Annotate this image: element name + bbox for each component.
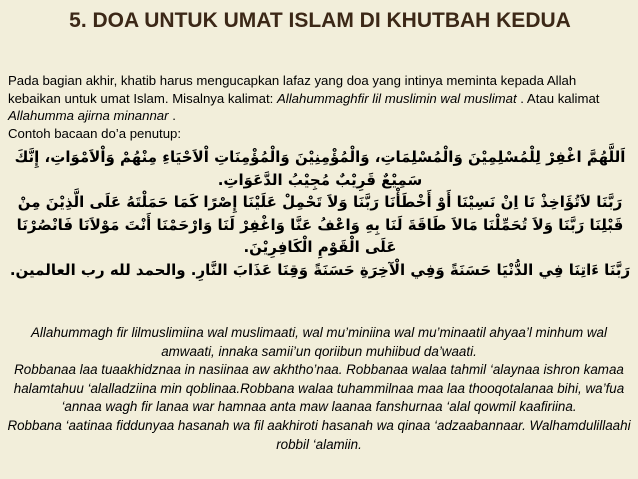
intro-example-line: Contoh bacaan do’a penutup: — [8, 125, 182, 141]
intro-paragraph — [8, 72, 632, 125]
slide-title: 5. DOA UNTUK UMAT ISLAM DI KHUTBAH KEDUA — [69, 9, 571, 32]
intro-text-3: . — [168, 108, 176, 123]
intro-text-1: Pada bagian akhir, khatib harus mengucapkan lafaz yang doa yang intinya meminta kepada Allah kebaikan untuk umat Islam. Misalnya kalimat: — [8, 73, 577, 106]
latin-paragraph-2: Robbanaa laa tuaakhidznaa in nasiinaa aw akhtho’naa. Robbanaa walaa tahmil ‘alaynaa ishron kamaa halamtahuu ‘alalladziina min qoblinaa.Robbana walaa tuhammilnaa maa laa thooqotalanaa bihi, wa’fua ‘annaa wagh fir lanaa war hamnaa anta maw laanaa fanshurnaa ‘alal qowmil kaafiriina. — [13, 362, 625, 415]
latin-paragraph-1: Allahummagh fir lilmuslimiina wal muslimaati, wal mu’miniina wal mu’minaatil ahyaa’l minhum wal amwaati, innaka samii’un qoriibun muhiibud da’waati. — [31, 325, 607, 359]
latin-paragraph-3: Robbana ‘aatinaa fiddunyaa hasanah wa fil aakhiroti hasanah wa qinaa ‘adzaabannaar. Walhamdulillaahi robbil ‘alamiin. — [7, 417, 631, 452]
arabic-paragraph-1: اَللَّهُمَّ اغْفِرْ لِلْمُسْلِمِيْنَ وَالْمُسْلِمَاتِ، وَالْمُؤْمِنِيْنَ وَالْمُؤْمِنَاتِ اْلاَحْيَاءِ مِنْهُمْ وَاْلاَمْوَاتِ، إِنَّكَ سَمِيْعٌ قَرِيْبٌ مُجِيْبُ الدَّعَوَاتِ. — [14, 148, 626, 189]
arabic-prayer — [8, 146, 632, 281]
intro-text — [8, 72, 632, 142]
arabic-paragraph-2: رَبَّنَا لاَتُؤَاخِذْ نَا اِنْ نَسِيْنَا أَوْ أَخْطَأْنَا رَبَّنَا وَلاَ تَحْمِلْ عَلَيْنَا إِصْرًا كَمَا حَمَلْتَهُ عَلَى الَّذِيْنَ مِنْ قَبْلِنَا رَبَّنَا وَلاَ تُحَمِّلْنَا مَالاَ طَاقَةَ لَنَا بِهِ وَاعْفُ عَنَّا وَاغْفِرْ لَنَا وَارْحَمْنَا أَنْتَ مَوْلاَنَا فَانْصُرْنَا عَلَى الْقَوْمِ الْكَافِرِيْنَ. — [16, 193, 624, 256]
intro-italic-1: Allahummaghfir lil muslimin wal muslimat — [277, 90, 517, 106]
arabic-paragraph-3: رَبَّنَا ءَاتِنَا فِي الدُّنْيَا حَسَنَةً وَفِي الْآخِرَةِ حَسَنَةً وَقِنَا عَذَابَ النَّارِ. والحمد لله رب العالمين. — [9, 260, 631, 279]
intro-italic-2: Allahumma ajirna minannar — [8, 108, 169, 123]
latin-transliteration — [4, 324, 634, 454]
intro-text-2: . Atau kalimat — [516, 90, 600, 106]
